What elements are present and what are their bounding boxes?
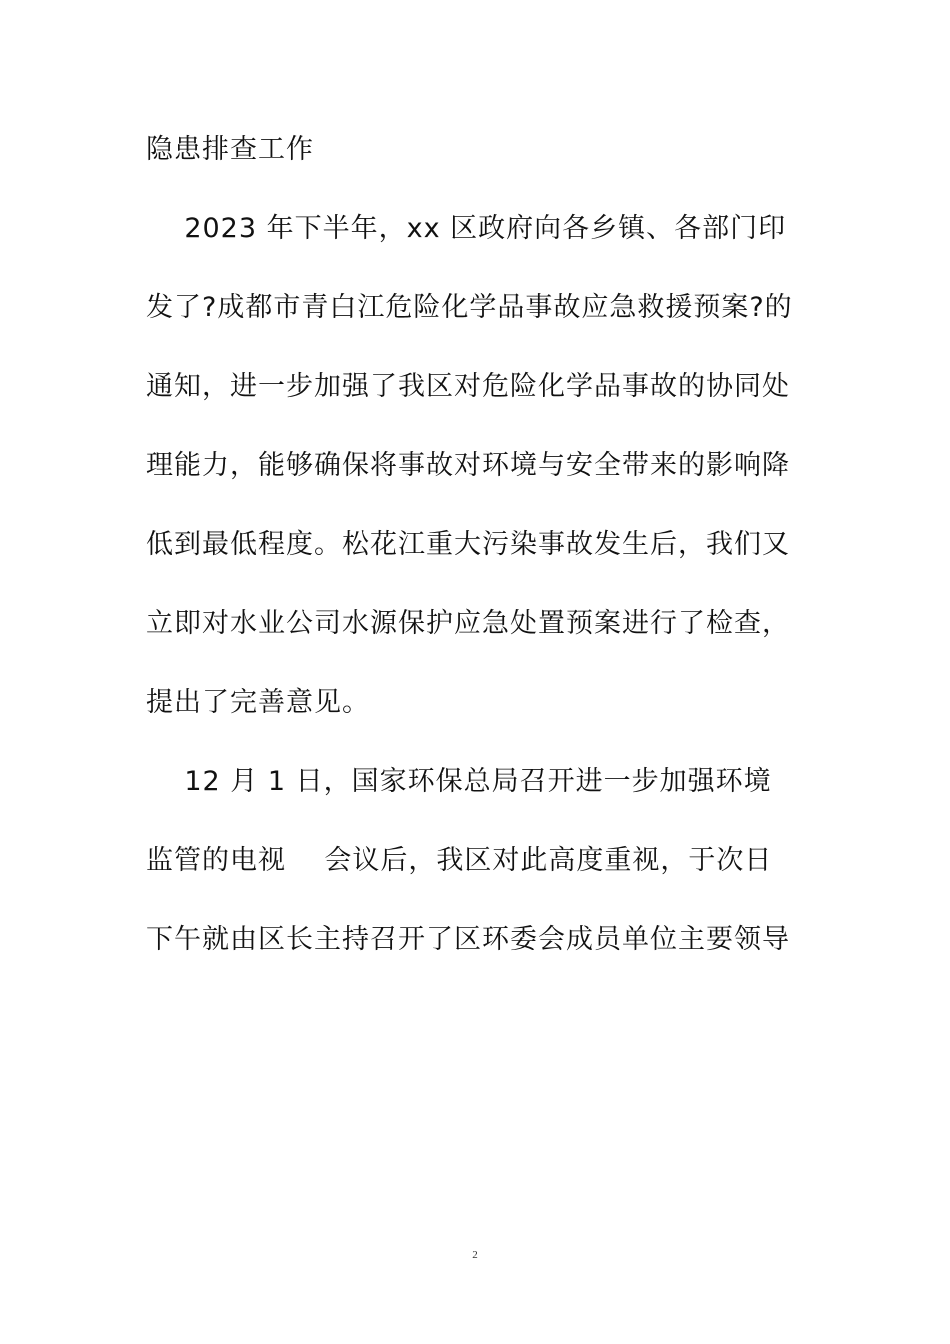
text-line-6: 低到最低程度。松花江重大污染事故发生后，我们又 [146,529,790,560]
text-line-8: 提出了完善意见。 [146,687,370,718]
text-line-4: 通知，进一步加强了我区对危险化学品事故的协同处 [146,371,790,402]
text-line-10: 监管的电视 会议后，我区对此高度重视，于次日 [146,845,773,876]
text-line-3: 发了?成都市青白江危险化学品事故应急救援预案?的 [146,292,793,323]
text-line-2: 2023 年下半年，xx 区政府向各乡镇、各部门印 [146,213,787,244]
text-line-9: 12 月 1 日，国家环保总局召开进一步加强环境 [146,766,772,797]
text-line-1: 隐患排查工作 [146,134,314,165]
text-line-11: 下午就由区长主持召开了区环委会成员单位主要领导 [146,924,790,955]
text-line-7: 立即对水业公司水源保护应急处置预案进行了检查， [146,608,790,639]
page-number: 2 [472,1249,478,1261]
text-line-5: 理能力，能够确保将事故对环境与安全带来的影响降 [146,450,790,481]
